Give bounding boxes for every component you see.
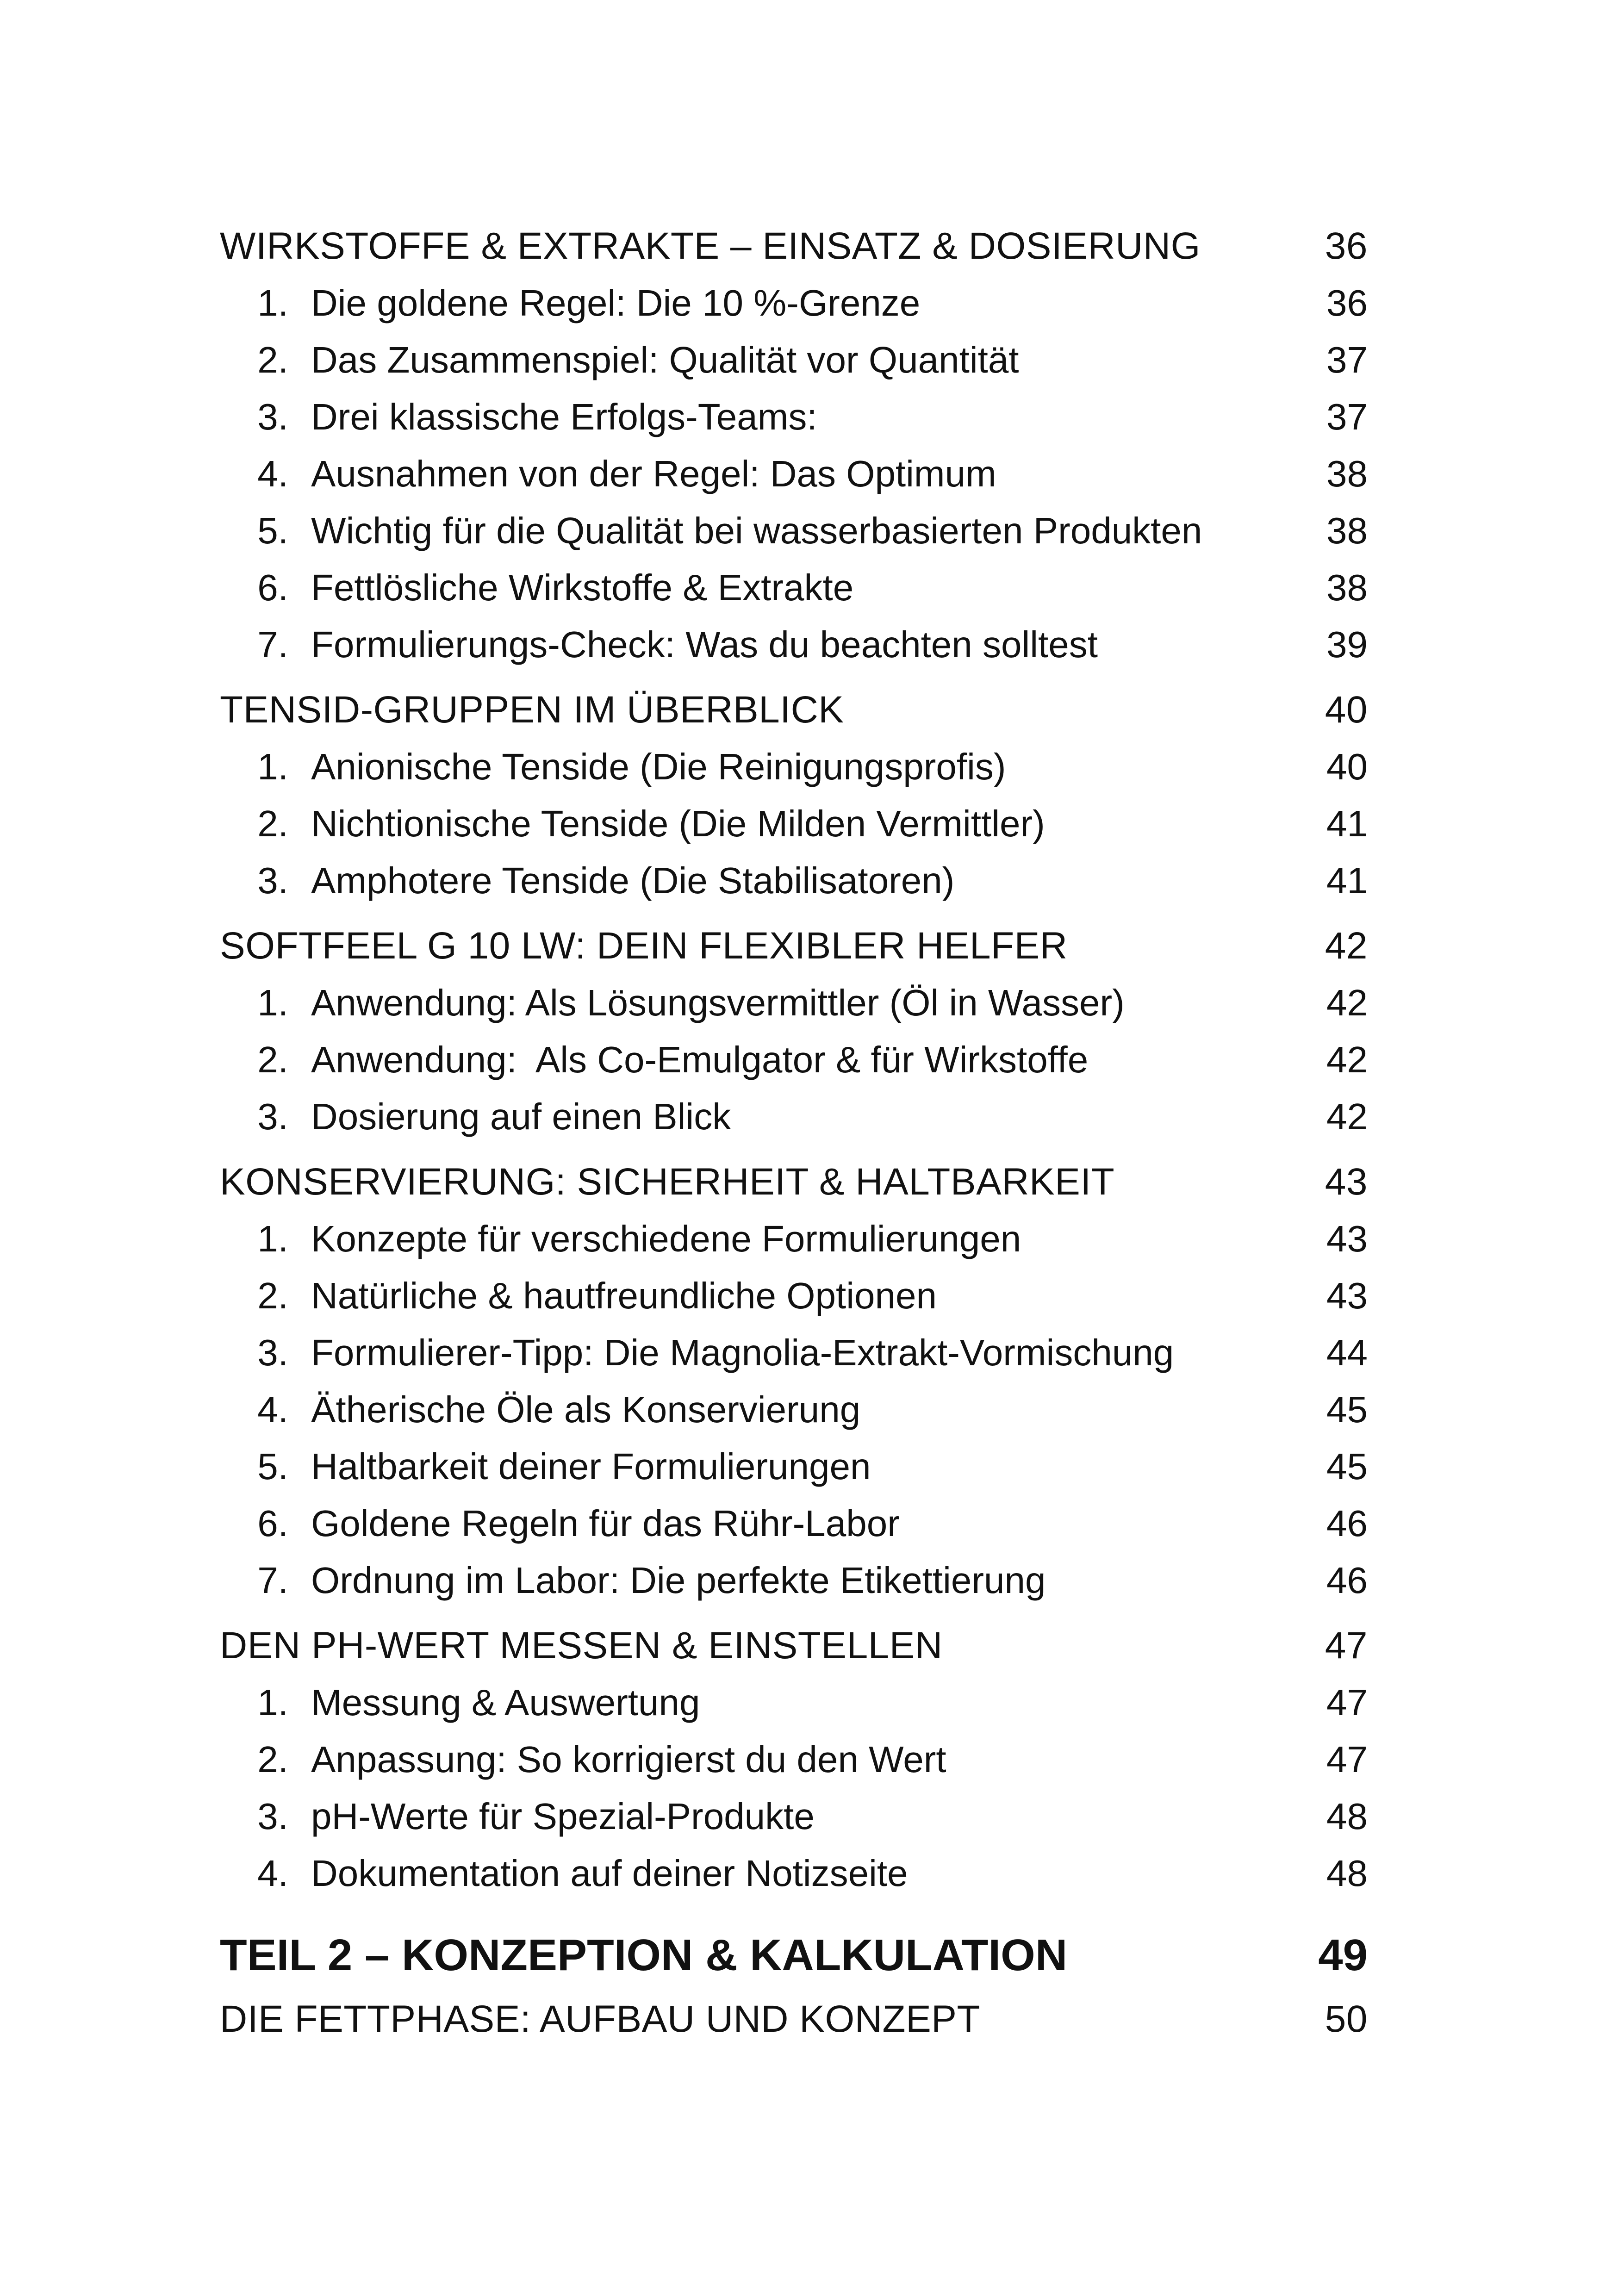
section-title: SOFTFEEL G 10 LW: DEIN FLEXIBLER HELFER (220, 925, 1068, 967)
item-number: 7. (257, 1560, 288, 1601)
item-number: 3. (257, 1332, 288, 1373)
toc-item[interactable] (220, 974, 1368, 1031)
section-title: DEN PH-WERT MESSEN & EINSTELLEN (220, 1624, 943, 1667)
toc-section-heading[interactable] (220, 218, 1368, 274)
page-number: 38 (1326, 453, 1368, 494)
item-label: Das Zusammenspiel: Qualität vor Quantität (311, 339, 1019, 380)
page-number: 48 (1326, 1796, 1368, 1837)
page-number: 41 (1326, 860, 1368, 901)
toc-item[interactable] (220, 559, 1368, 616)
toc-section (220, 218, 1368, 673)
item-label: Goldene Regeln für das Rühr-Labor (311, 1503, 900, 1544)
page-number: 46 (1326, 1503, 1368, 1544)
page-number: 40 (1326, 746, 1368, 787)
page-number: 36 (1325, 225, 1368, 267)
page-number: 42 (1326, 1039, 1368, 1080)
item-number: 5. (257, 1446, 288, 1487)
item-number: 1. (257, 1218, 288, 1259)
item-number: 4. (257, 1389, 288, 1430)
toc-item[interactable] (220, 1267, 1368, 1324)
toc-item[interactable] (220, 1088, 1368, 1145)
item-label: Formulierungs-Check: Was du beachten solltest (311, 624, 1098, 665)
page-number: 41 (1326, 803, 1368, 844)
section-title: TENSID-GRUPPEN IM ÜBERBLICK (220, 689, 844, 731)
toc-section (220, 917, 1368, 1145)
item-number: 7. (257, 624, 288, 665)
item-number: 1. (257, 746, 288, 787)
toc-item[interactable] (220, 1210, 1368, 1267)
item-label: Dosierung auf einen Blick (311, 1096, 731, 1137)
page-number: 37 (1326, 396, 1368, 437)
item-label: Fettlösliche Wirkstoffe & Extrakte (311, 567, 854, 608)
item-label: Anpassung: So korrigierst du den Wert (311, 1739, 946, 1780)
item-number: 2. (257, 1739, 288, 1780)
item-number: 1. (257, 1682, 288, 1723)
toc-section-heading[interactable] (220, 1153, 1368, 1210)
toc-item[interactable] (220, 1438, 1368, 1495)
page-number: 43 (1326, 1218, 1368, 1259)
page-number: 40 (1325, 689, 1368, 731)
toc-item[interactable] (220, 1381, 1368, 1438)
page-number: 47 (1326, 1682, 1368, 1723)
item-number: 3. (257, 860, 288, 901)
toc-section-heading[interactable] (220, 1617, 1368, 1674)
section-title: WIRKSTOFFE & EXTRAKTE – EINSATZ & DOSIERUNG (220, 225, 1201, 267)
page-number: 42 (1326, 982, 1368, 1023)
toc-item[interactable] (220, 331, 1368, 388)
item-label: Konzepte für verschiedene Formulierungen (311, 1218, 1021, 1259)
part-title: TEIL 2 – KONZEPTION & KALKULATION (220, 1930, 1068, 1980)
item-number: 3. (257, 396, 288, 437)
item-number: 2. (257, 339, 288, 380)
page-number: 44 (1326, 1332, 1368, 1373)
item-number: 1. (257, 282, 288, 324)
item-number: 1. (257, 982, 288, 1023)
item-label: Nichtionische Tenside (Die Milden Vermittler) (311, 803, 1045, 844)
toc-item[interactable] (220, 1788, 1368, 1845)
item-number: 2. (257, 1039, 288, 1080)
item-number: 3. (257, 1796, 288, 1837)
section-title: DIE FETTPHASE: AUFBAU UND KONZEPT (220, 1998, 981, 2040)
item-label: Ätherische Öle als Konservierung (311, 1389, 861, 1430)
toc-item[interactable] (220, 795, 1368, 852)
toc-section-heading[interactable] (220, 681, 1368, 738)
toc-item[interactable] (220, 852, 1368, 909)
toc-item[interactable] (220, 1495, 1368, 1552)
page-number: 49 (1318, 1930, 1368, 1980)
toc-item[interactable] (220, 274, 1368, 331)
toc-section-heading[interactable] (220, 1991, 1368, 2047)
item-label: Messung & Auswertung (311, 1682, 700, 1723)
toc-section (220, 681, 1368, 909)
item-label: pH-Werte für Spezial-Produkte (311, 1796, 815, 1837)
item-label: Anionische Tenside (Die Reinigungsprofis) (311, 746, 1006, 787)
page-number: 48 (1326, 1853, 1368, 1894)
page-number: 47 (1325, 1624, 1368, 1667)
page-number: 46 (1326, 1560, 1368, 1601)
item-number: 4. (257, 1853, 288, 1894)
toc-section (220, 1617, 1368, 1902)
toc-item[interactable] (220, 388, 1368, 445)
toc-item[interactable] (220, 1731, 1368, 1788)
toc-section (220, 1991, 1368, 2047)
item-number: 3. (257, 1096, 288, 1137)
page-number: 37 (1326, 339, 1368, 380)
item-number: 5. (257, 510, 288, 551)
toc-item[interactable] (220, 1031, 1368, 1088)
toc-item[interactable] (220, 1845, 1368, 1902)
page-number: 43 (1325, 1161, 1368, 1203)
item-label: Dokumentation auf deiner Notizseite (311, 1853, 908, 1894)
page-number: 38 (1326, 510, 1368, 551)
toc-item[interactable] (220, 1324, 1368, 1381)
page-number: 47 (1326, 1739, 1368, 1780)
table-of-contents (220, 218, 1368, 2047)
item-label: Die goldene Regel: Die 10 %-Grenze (311, 282, 921, 324)
item-label: Wichtig für die Qualität bei wasserbasierten Produkten (311, 510, 1202, 551)
toc-item[interactable] (220, 738, 1368, 795)
section-title: KONSERVIERUNG: SICHERHEIT & HALTBARKEIT (220, 1161, 1115, 1203)
item-label: Drei klassische Erfolgs-Teams: (311, 396, 817, 437)
item-label: Natürliche & hautfreundliche Optionen (311, 1275, 937, 1316)
item-label: Ausnahmen von der Regel: Das Optimum (311, 453, 996, 494)
toc-section-heading[interactable] (220, 917, 1368, 974)
page-number: 36 (1326, 282, 1368, 324)
item-number: 6. (257, 567, 288, 608)
page-number: 39 (1326, 624, 1368, 665)
item-number: 4. (257, 453, 288, 494)
item-label: Ordnung im Labor: Die perfekte Etikettierung (311, 1560, 1046, 1601)
page-number: 50 (1325, 1998, 1368, 2040)
page-number: 43 (1326, 1275, 1368, 1316)
toc-item[interactable] (220, 1552, 1368, 1609)
item-label: Anwendung: Als Lösungsvermittler (Öl in Wasser) (311, 982, 1125, 1023)
toc-item[interactable] (220, 445, 1368, 502)
toc-item[interactable] (220, 616, 1368, 673)
toc-item[interactable] (220, 502, 1368, 559)
item-label: Formulierer-Tipp: Die Magnolia-Extrakt-Vormischung (311, 1332, 1174, 1373)
toc-part-heading[interactable] (220, 1920, 1368, 1991)
page-number: 42 (1326, 1096, 1368, 1137)
item-label: Haltbarkeit deiner Formulierungen (311, 1446, 871, 1487)
item-number: 2. (257, 803, 288, 844)
page-number: 45 (1326, 1446, 1368, 1487)
toc-section (220, 1153, 1368, 1609)
item-number: 2. (257, 1275, 288, 1316)
page-number: 42 (1325, 925, 1368, 967)
item-label: Amphotere Tenside (Die Stabilisatoren) (311, 860, 955, 901)
page-number: 45 (1326, 1389, 1368, 1430)
page-number: 38 (1326, 567, 1368, 608)
item-number: 6. (257, 1503, 288, 1544)
toc-item[interactable] (220, 1674, 1368, 1731)
item-label: Anwendung: Als Co-Emulgator & für Wirkstoffe (311, 1039, 1089, 1080)
